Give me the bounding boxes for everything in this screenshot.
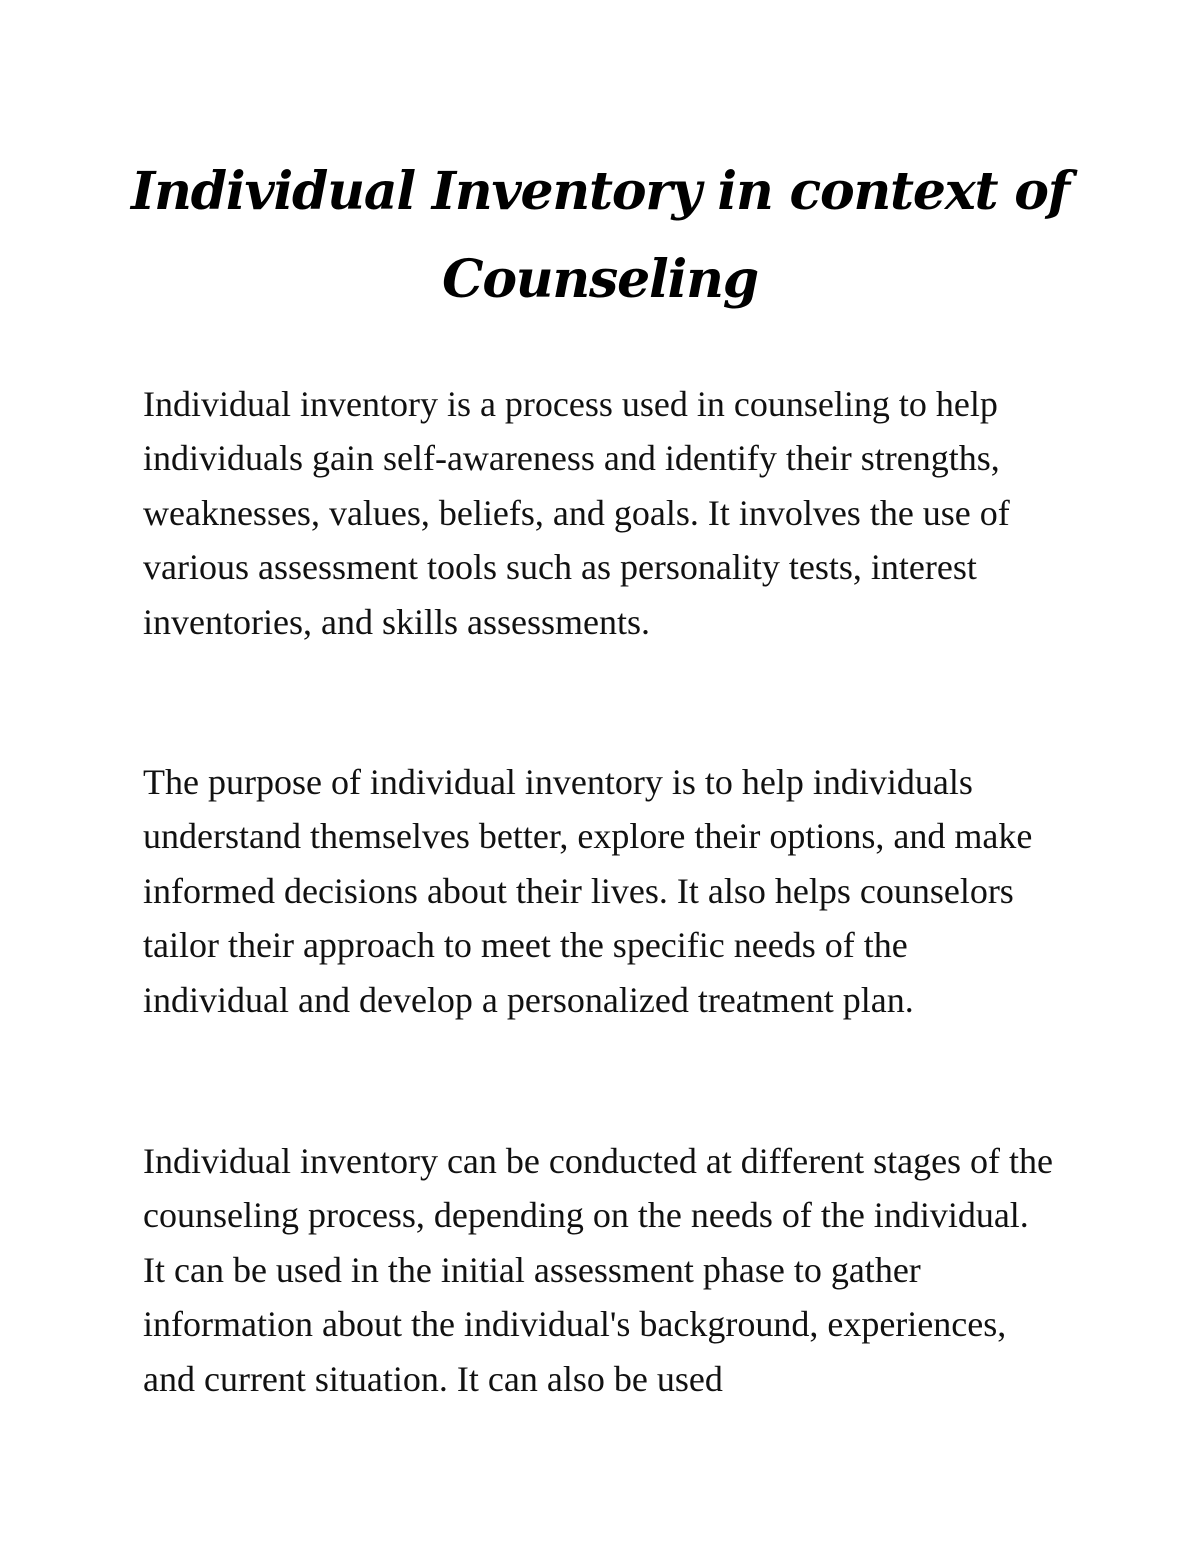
paragraph-stages: Individual inventory can be conducted at different stages of the counseling process, depending on the needs of the individual. It can be used in the initial assessment phase to gather information about the individual's background, experiences, and current situation. It can also be used: [143, 1141, 1054, 1399]
paragraph-purpose: The purpose of individual inventory is to help individuals understand themselves better, explore their options, and make informed decisions about their lives. It also helps counselors tailor their approach to meet the specific needs of the individual and develop a personalized treatment plan.: [143, 762, 1033, 1020]
paragraph-definition: Individual inventory is a process used in counseling to help individuals gain self-awareness and identify their strengths, weaknesses, values, beliefs, and goals. It involves the use of various assessment tools such as personality tests, interest inventories, and skills assessments.: [143, 384, 1010, 642]
page-title: Individual Inventory in context of Counseling: [131, 161, 1069, 310]
